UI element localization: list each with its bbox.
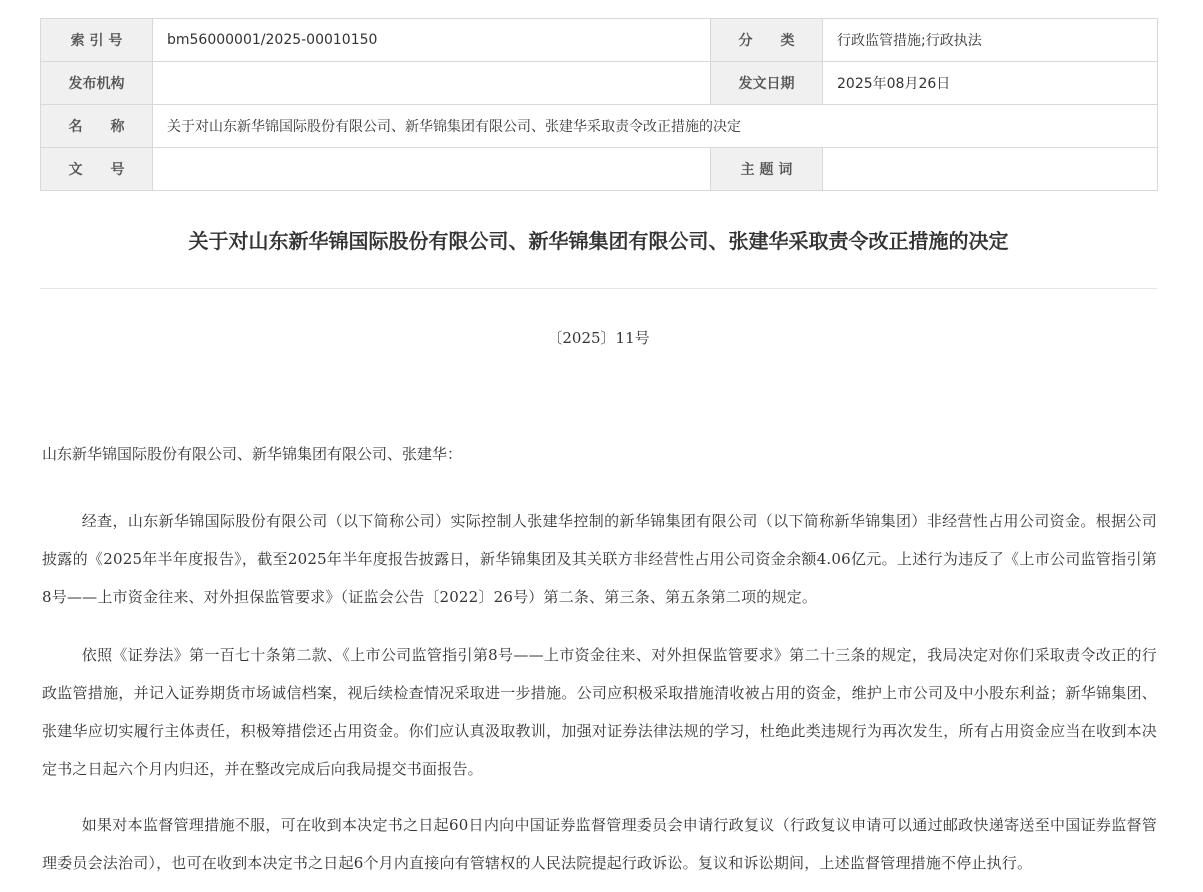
metadata-row-index <box>41 19 1158 62</box>
metadata-row-name <box>41 105 1158 148</box>
issue-date-label: 发文日期 <box>711 62 823 105</box>
index-number-label: 索 引 号 <box>41 19 153 62</box>
metadata-row-docno <box>41 148 1158 191</box>
keywords-label: 主 题 词 <box>711 148 823 191</box>
metadata-row-publisher <box>41 62 1158 105</box>
publisher-value <box>153 62 711 105</box>
keywords-value <box>823 148 1158 191</box>
document-number-value <box>153 148 711 191</box>
addressee: 山东新华锦国际股份有限公司、新华锦集团有限公司、张建华： <box>42 445 463 463</box>
body-paragraph-appeal: 如果对本监督管理措施不服，可在收到本决定书之日起60日内向中国证券监督管理委员会申请行政复议（行政复议申请可以通过邮政快递寄送至中国证券监督管理委员会法治司），也可在收到本决定书之日起6个月内直接向有管辖权的人民法院提起行政诉讼。复议和诉讼期间，上述监督管理措施不停止执行。 <box>42 816 1157 872</box>
document-number-label: 文 号 <box>41 148 153 191</box>
document-body <box>42 440 1157 892</box>
body-paragraph-decision: 依照《证券法》第一百七十条第二款、《上市公司监管指引第8号——上市资金往来、对外担保监管要求》第二十三条的规定，我局决定对你们采取责令改正的行政监管措施，并记入证券期货市场诚信档案，视后续检查情况采取进一步措施。公司应积极采取措施清收被占用的资金，维护上市公司及中小股东利益；新华锦集团、张建华应切实履行主体责任，积极筹措偿还占用资金。你们应认真汲取教训，加强对证券法律法规的学习，杜绝此类违规行为再次发生，所有占用资金应当在收到本决定书之日起六个月内归还，并在整改完成后向我局提交书面报告。 <box>42 646 1157 778</box>
index-number-value: bm56000001/2025-00010150 <box>153 19 711 62</box>
name-value: 关于对山东新华锦国际股份有限公司、新华锦集团有限公司、张建华采取责令改正措施的决定 <box>153 105 1158 148</box>
category-label: 分 类 <box>711 19 823 62</box>
document-number: 〔2025〕11号 <box>547 329 650 347</box>
publisher-label: 发布机构 <box>41 62 153 105</box>
issue-date-value: 2025年08月26日 <box>823 62 1158 105</box>
document-title: 关于对山东新华锦国际股份有限公司、新华锦集团有限公司、张建华采取责令改正措施的决定 <box>188 229 1009 253</box>
title-divider <box>40 288 1157 289</box>
document-metadata-table <box>40 18 1158 191</box>
name-label: 名 称 <box>41 105 153 148</box>
body-paragraph-findings: 经查，山东新华锦国际股份有限公司（以下简称公司）实际控制人张建华控制的新华锦集团有限公司（以下简称新华锦集团）非经营性占用公司资金。根据公司披露的《2025年半年度报告》，截至2025年半年度报告披露日，新华锦集团及其关联方非经营性占用公司资金余额4.06亿元。上述行为违反了《上市公司监管指引第8号——上市资金往来、对外担保监管要求》（证监会公告〔2022〕26号）第二条、第三条、第五条第二项的规定。 <box>42 512 1157 606</box>
category-value: 行政监管措施;行政执法 <box>823 19 1158 62</box>
